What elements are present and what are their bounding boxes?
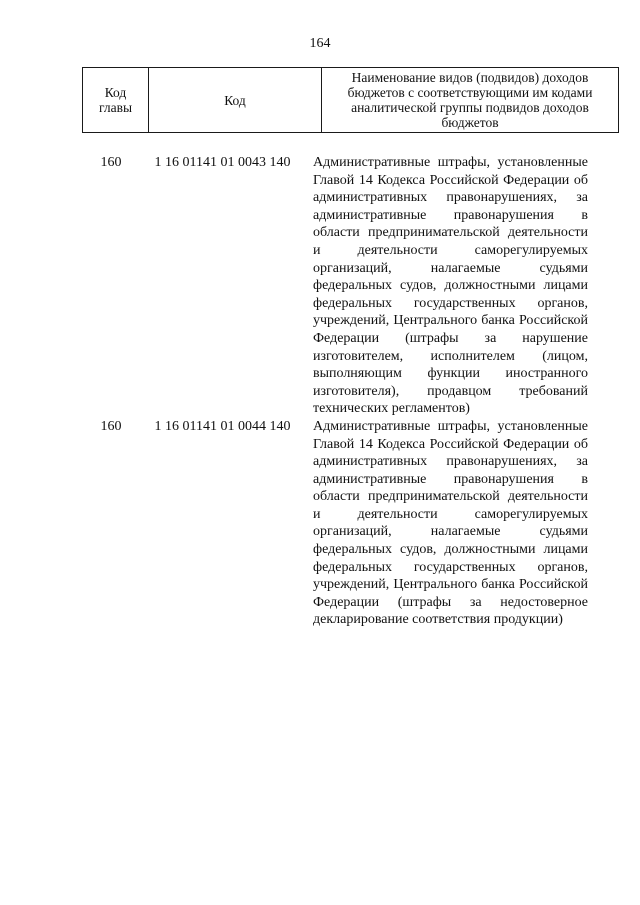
header-row: [83, 68, 619, 133]
row-code: 1 16 01141 01 0044 140: [154, 418, 291, 434]
header-name: Наименование видов (подвидов) доходов бюджетов с соответствующими им кодами аналитической группы подвидов доходов бюджетов: [322, 68, 619, 133]
row-code: 1 16 01141 01 0043 140: [154, 155, 291, 170]
header-table: [82, 67, 619, 133]
header-chapter-code: Код главы: [83, 68, 149, 133]
row-description: Административные штрафы, установленные Главой 14 Кодекса Российской Федерации об административных правонарушениях, за административные правонарушения в области предпринимательской деятельности и деятельности саморегулируемых организаций, налагаемые судьями федеральных судов, должностными лицами федеральных государственных органов, учреждений, Центрального банка Российской Федерации (штрафы за нарушение изготовителем, исполнителем (лицом, выполняющим функции иностранного изготовителя), продавцом требований технических регламентов): [313, 155, 588, 417]
table-row: [0, 154, 640, 418]
row-description: Административные штрафы, установленные Главой 14 Кодекса Российской Федерации об административных правонарушениях, за административные правонарушения в области предпринимательской деятельности и деятельности саморегулируемых организаций, налагаемые судьями федеральных судов, должностными лицами федеральных государственных органов, учреждений, Центрального банка Российской Федерации (штрафы за недостоверное декларирование соответствия продукции): [313, 418, 588, 628]
row-chapter: 160: [100, 155, 122, 170]
header-code: Код: [149, 68, 322, 133]
page-number: 164: [309, 36, 331, 51]
row-chapter: 160: [100, 418, 122, 434]
table-row: [0, 418, 640, 629]
table-body: [0, 154, 640, 629]
